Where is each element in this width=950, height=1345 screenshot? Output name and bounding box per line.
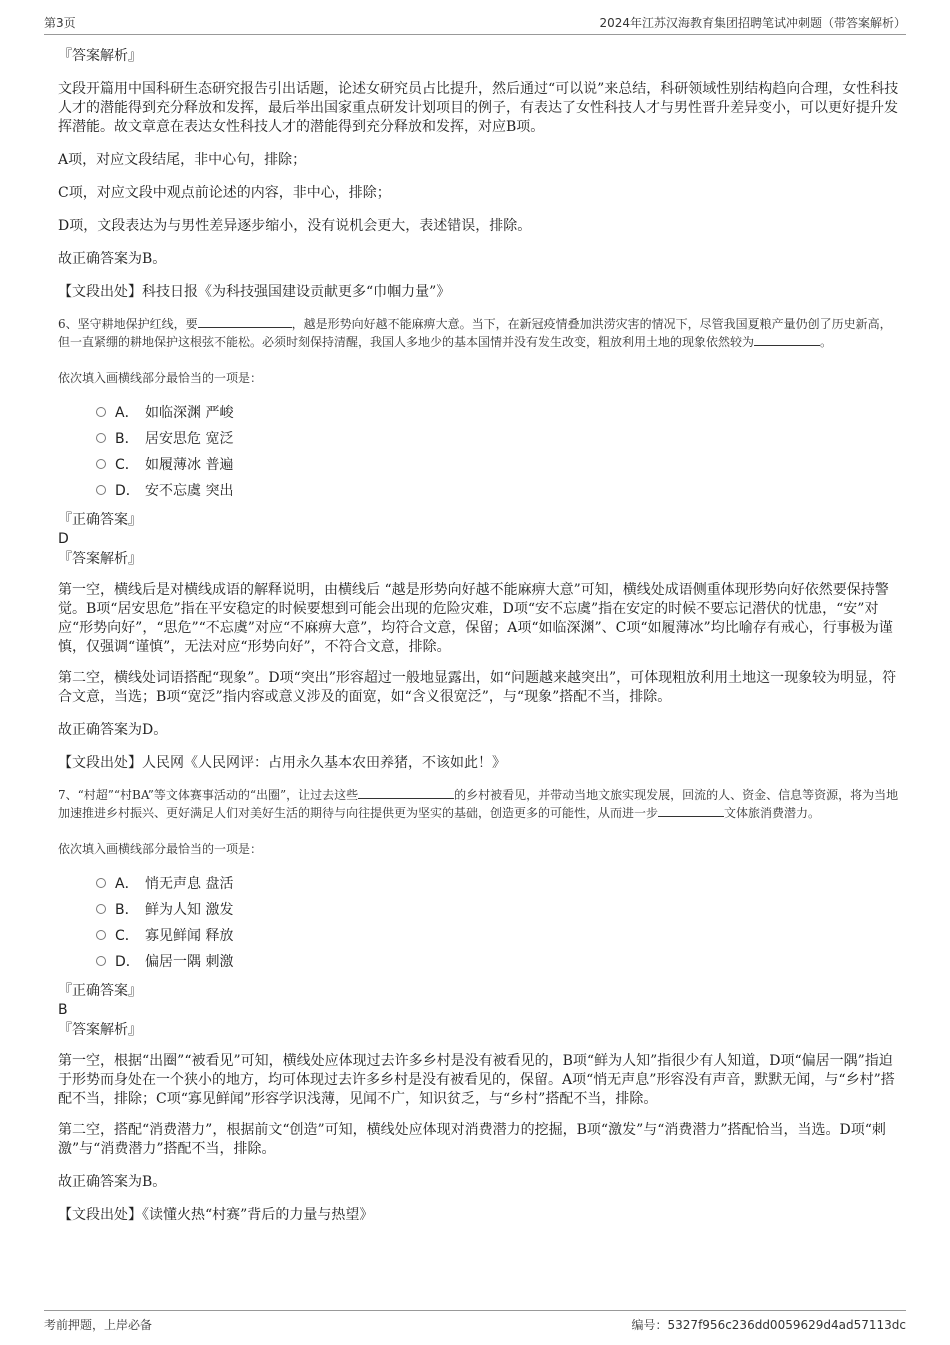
radio-icon[interactable]	[96, 878, 106, 888]
q6-stem: 6、坚守耕地保护红线，要 ，越是形势向好越不能麻痹大意。当下，在新冠疫情叠加洪涝灾害的情况下，尽管我国夏粮产量仍创了历史新高，但一直紧绷的耕地保护这根弦不能松。必须时刻保持清醒，我国人多地少的基本国情并没有发生改变，粗放利用土地的现象依然较为 。	[58, 317, 892, 349]
q6-correct-answer: D	[58, 531, 69, 547]
radio-icon[interactable]	[96, 485, 106, 495]
q5-source: 【文段出处】科技日报《为科技强国建设贡献更多“巾帼力量”》	[58, 284, 451, 300]
q6-option-b[interactable]: B． 居安思危 宽泛	[96, 426, 900, 452]
q6-option-d[interactable]: D． 安不忘虞 突出	[96, 478, 900, 504]
q6-analysis-para: 第二空，横线处词语搭配“现象”。D项“突出”形容超过一般地显露出，如“问题越来越突出”，可体现粗放利用土地这一现象较为明显，符合文意，当选；B项“宽泛”指内容或意义涉及的面宽，如“含义很宽泛”，与“现象”搭配不当，排除。	[58, 670, 897, 705]
q7-prompt: 依次填入画横线部分最恰当的一项是：	[58, 842, 263, 856]
q7-analysis-label: 『答案解析』	[58, 1022, 142, 1038]
q6-prompt: 依次填入画横线部分最恰当的一项是：	[58, 371, 263, 385]
q6-analysis-label: 『答案解析』	[58, 551, 142, 567]
q6-source: 【文段出处】人民网《人民网评：占用永久基本农田养猪，不该如此！》	[58, 755, 506, 771]
q5-analysis-label: 『答案解析』	[58, 48, 142, 64]
radio-icon[interactable]	[96, 407, 106, 417]
page-footer	[44, 1310, 906, 1335]
q7-conclusion: 故正确答案为B。	[58, 1174, 167, 1190]
q7-option-b[interactable]: B． 鲜为人知 激发	[96, 897, 900, 923]
q7-options	[58, 871, 900, 975]
page-header	[44, 10, 906, 35]
q5-analysis-para: A项，对应文段结尾，非中心句，排除；	[58, 152, 307, 168]
page-content	[58, 46, 900, 1225]
q7-correct-answer: B	[58, 1002, 68, 1018]
blank-line	[754, 333, 820, 346]
q7-option-d[interactable]: D． 偏居一隅 刺激	[96, 949, 900, 975]
q6-correct-label: 『正确答案』	[58, 512, 142, 528]
q5-conclusion: 故正确答案为B。	[58, 251, 167, 267]
q7-correct-label: 『正确答案』	[58, 983, 142, 999]
q5-analysis-para: 文段开篇用中国科研生态研究报告引出话题，论述女研究员占比提升，然后通过“可以说”来总结，科研领域性别结构趋向合理，女性科技人才的潜能得到充分释放和发挥，最后举出国家重点研发计划项目的例子，有表达了女性科技人才与男性晋升差异变小，可以更好提升发挥潜能。故文章意在表达女性科技人才的潜能得到充分释放和发挥，对应B项。	[58, 81, 899, 135]
blank-line	[658, 804, 724, 817]
radio-icon[interactable]	[96, 956, 106, 966]
radio-icon[interactable]	[96, 433, 106, 443]
document-title: 2024年江苏汉海教育集团招聘笔试冲刺题（带答案解析）	[599, 16, 906, 30]
page-number: 第3页	[44, 16, 76, 30]
document-serial: 编号：5327f956c236dd0059629d4ad57113dc	[631, 1318, 906, 1332]
q7-source: 【文段出处】《读懂火热“村赛”背后的力量与热望》	[58, 1207, 374, 1223]
q6-analysis-para: 第一空，横线后是对横线成语的解释说明，由横线后 “越是形势向好越不能麻痹大意”可知，横线处成语侧重体现形势向好依然要保持警觉。B项“居安思危”指在平安稳定的时候要想到可能会出现的危险灾难，D项“安不忘虞”指在安定的时候不要忘记潜伏的忧患，“安”对应“形势向好”，“思危”“不忘虞”对应“不麻痹大意”，均符合文意，保留；A项“如临深渊”、C项“如履薄冰”均比喻存有戒心，行事极为谨慎，仅强调“谨慎”，无法对应“形势向好”，不符合文意，排除。	[58, 582, 893, 655]
q7-option-a[interactable]: A． 悄无声息 盘活	[96, 871, 900, 897]
q5-analysis-para: D项，文段表达为与男性差异逐步缩小，没有说机会更大，表述错误，排除。	[58, 218, 532, 234]
blank-line	[358, 786, 454, 799]
q7-analysis-para: 第一空，根据“出圈”“被看见”可知，横线处应体现过去许多乡村是没有被看见的，B项“鲜为人知”指很少有人知道，D项“偏居一隅”指迫于形势而身处在一个狭小的地方，均可体现过去许多乡村是没有被看见的，保留。A项“悄无声息”形容没有声音，默默无闻，与“乡村”搭配不当，排除；C项“寡见鲜闻”形容学识浅薄，见闻不广，知识贫乏，与“乡村”搭配不当，排除。	[58, 1053, 895, 1107]
q6-conclusion: 故正确答案为D。	[58, 722, 168, 738]
q7-stem: 7、“村超”“村BA”等文体赛事活动的“出圈”，让过去这些 的乡村被看见，并带动当地文旅实现发展，回流的人、资金、信息等资源，将为当地加速推进乡村振兴、更好满足人们对美好生活的期待与向往提供更为坚实的基础，创造更多的可能性，从而进一步 文体旅消费潜力。	[58, 788, 899, 820]
q5-analysis-para: C项，对应文段中观点前论述的内容，非中心，排除；	[58, 185, 391, 201]
q7-analysis-para: 第二空，搭配“消费潜力”，根据前文“创造”可知，横线处应体现对消费潜力的挖掘，B项“激发”与“消费潜力”搭配恰当，当选。D项“刺激”与“消费潜力”搭配不当，排除。	[58, 1122, 886, 1157]
q6-options	[58, 400, 900, 504]
footer-slogan: 考前押题，上岸必备	[44, 1318, 153, 1332]
q6-option-a[interactable]: A． 如临深渊 严峻	[96, 400, 900, 426]
blank-line	[198, 315, 292, 328]
q7-option-c[interactable]: C． 寡见鲜闻 释放	[96, 923, 900, 949]
q6-option-c[interactable]: C． 如履薄冰 普遍	[96, 452, 900, 478]
radio-icon[interactable]	[96, 459, 106, 469]
radio-icon[interactable]	[96, 904, 106, 914]
radio-icon[interactable]	[96, 930, 106, 940]
